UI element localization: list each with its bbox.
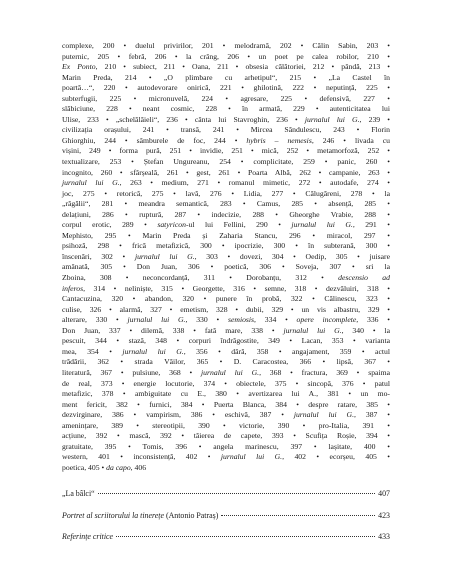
index-line: culise, 326 • alarmă, 327 • emetism, 328 • dubii, 329 • un vis albastru, 329 • xyxy=(62,304,390,314)
index-line: psihoză, 298 • frică metafizică, 300 • ipocrizie, 300 • în subteranã, 300 • xyxy=(62,241,390,251)
italic-term: da capo xyxy=(106,462,131,472)
italic-term: jurnalul lui G. xyxy=(134,251,195,261)
index-line: pescuit, 344 • stază, 348 • corpuri îndrăgostite, 349 • Lacan, 353 • varianta xyxy=(62,336,390,346)
index-line: Marin Preda, 214 • „O plimbare cu arhetipul“, 215 • „La Castel în xyxy=(62,72,390,82)
index-line: Zboina, 308 • neconcordanță, 311 • Dorobanțu, 312 • descensio ad xyxy=(62,273,390,283)
italic-term: hybris – nemesis xyxy=(246,135,312,145)
index-line: „răgălii“, 281 • meandra semantică, 283 • Camus, 285 • absență, 285 • xyxy=(62,199,390,209)
index-line: vișini, 249 • forma pură, 251 • invidie, 251 • mică, 252 • metamorfoză, 252 • xyxy=(62,146,390,156)
italic-term: jurnalul lui G. xyxy=(122,346,184,356)
italic-term: jurnalul lui G. xyxy=(220,452,283,462)
index-line: Cantacuzina, 320 • abandon, 320 • punere în probă, 322 • Călinescu, 323 • xyxy=(62,294,390,304)
index-line: metafizic, 378 • ambiguitate cu E., 380 • avertizarea lui A., 381 • un mo- xyxy=(62,389,390,399)
italic-term: jurnalul lui G. xyxy=(304,114,360,124)
italic-term: jurnalul lui G. xyxy=(293,410,355,420)
italic-term: Referințe critice xyxy=(62,532,114,542)
italic-term: jurnalul lui G. xyxy=(291,220,353,230)
italic-term: opere incomplete xyxy=(296,315,357,325)
italic-term: jurnalul lui G. xyxy=(127,315,186,325)
toc-entry[interactable] xyxy=(62,489,390,498)
index-line: incognito, 260 • sfârșeală, 261 • gest, 261 • Poarta Albă, 262 • campanie, 263 • xyxy=(62,167,390,177)
index-line: alterare, 330 • jurnalul lui G., 330 • semiosis, 334 • opere incomplete, 336 • xyxy=(62,315,390,325)
toc-entry-title xyxy=(62,532,113,541)
italic-term: jurnalul lui G. xyxy=(62,178,120,188)
italic-term: Portret al scriitorului la tinerețe xyxy=(62,510,164,520)
toc-leader-dots xyxy=(98,493,376,494)
index-line: dezvirginare, 386 • vampirism, 386 • eschivă, 387 • jurnalul lui G., 387 • xyxy=(62,410,390,420)
index-line: subterfugii, 225 • micronuvelă, 224 • agresare, 225 • defensivă, 227 • xyxy=(62,93,390,103)
italic-term: semiosis xyxy=(227,315,255,325)
index-line: Mephisto, 295 • Marin Preda și Zaharia Stancu, 296 • miracol, 297 • xyxy=(62,230,390,240)
italic-term: jurnalul lui G. xyxy=(283,325,342,335)
index-line: Ex Ponto, 210 • subiect, 211 • Oana, 211 • obsesia călătoriei, 212 • pândă, 213 • xyxy=(62,62,390,72)
index-line: puternic, 205 • febră, 206 • la crâng, 206 • un poet pe calea robilor, 210 • xyxy=(62,51,390,61)
index-line: civilizația orașului, 241 • transă, 241 • Mircea Săndulescu, 243 • Florin xyxy=(62,125,390,135)
toc-entry[interactable] xyxy=(62,532,390,541)
index-line: complexe, 200 • duelul privirilor, 201 • melodramă, 202 • Călin Sabin, 203 • xyxy=(62,41,390,50)
index-line: trădării, 362 • strada Văilor, 365 • D. Caracostea, 366 • lipsă, 367 • xyxy=(62,357,390,367)
index-paragraph xyxy=(62,41,390,473)
toc-entry-title: „La bâlci“ xyxy=(62,489,95,499)
thematic-index-paragraph xyxy=(62,41,390,473)
toc-entry-page-number: 433 xyxy=(378,532,390,542)
index-line: Ulise, 233 • „schelălăieli“, 236 • cânta lui Stavroghin, 236 • jurnalul lui G., 239 • xyxy=(62,114,390,124)
index-line: Don Juan, 337 • dilemă, 338 • fată mare, 338 • jurnalul lui G., 340 • la xyxy=(62,325,390,335)
index-line: jurnalul lui G., 263 • medium, 271 • romanul mimetic, 272 • autodafe, 274 • xyxy=(62,178,390,188)
index-line: Ghiorghiu, 244 • sâmburele de foc, 244 • hybris – nemesis, 246 • livada cu xyxy=(62,135,390,145)
index-line: mea, 354 • jurnalul lui G., 356 • dâră, 358 • angajament, 359 • actul xyxy=(62,346,390,356)
index-line: joc, 275 • retorică, 275 • lavă, 276 • Lidia, 277 • Călugăreni, 278 • la xyxy=(62,188,390,198)
index-line: poetica, 405 • da capo, 406 xyxy=(62,462,147,472)
italic-term: jurnalul lui G. xyxy=(201,367,260,377)
index-line: amânată, 305 • Don Juan, 306 • poetică, 306 • Soveja, 307 • sri la xyxy=(62,262,390,272)
toc-entry-page-number: 423 xyxy=(378,510,390,520)
index-line: amenințare, 389 • stereotipii, 390 • victorie, 390 • pro-Italia, 391 • xyxy=(62,420,390,430)
index-line: literatură, 367 • pulsiune, 368 • jurnalul lui G., 368 • fractura, 369 • spaima xyxy=(62,367,390,377)
index-line: corpul erotic, 289 • satyricon-ul lui Fellini, 290 • jurnalul lui G., 291 • xyxy=(62,220,390,230)
index-line: poartă…“, 220 • autodevorare onirică, 221 • ghilotină, 222 • neputință, 225 • xyxy=(62,83,390,93)
index-line: inferos, 314 • neliniște, 315 • Georgette, 316 • semne, 318 • dezvăluiri, 318 • xyxy=(62,283,390,293)
index-line: slăbiciune, 228 • neant cosmic, 228 • în armată, 229 • autenticitatea lui xyxy=(62,104,390,114)
italic-term: inferos xyxy=(62,283,84,293)
index-line: ment fericit, 382 • furnici, 384 • Puerta Blanca, 384 • despre ratare, 385 • xyxy=(62,399,390,409)
index-line: acțiune, 392 • mască, 392 • tăierea de capete, 393 • Scufița Roșie, 394 • xyxy=(62,431,390,441)
index-line: textualizare, 253 • Ștefan Ungureanu, 254 • complicitate, 259 • panic, 260 • xyxy=(62,157,390,167)
index-line: de real, 373 • energie locutorie, 374 • obiectele, 375 • sincopă, 376 • patul xyxy=(62,378,390,388)
toc-leader-dots xyxy=(221,515,375,516)
toc-entry[interactable] xyxy=(62,511,390,520)
italic-term: descensio ad xyxy=(338,273,390,283)
index-line: gratuitate, 395 • Tomis, 396 • angela marinescu, 397 • lașitate, 400 • xyxy=(62,441,390,451)
italic-term: satyricon xyxy=(157,220,186,230)
toc-entry-title: Portret al scriitorului la tinerețe (Antonio Patraș) xyxy=(62,510,219,520)
index-line: delațiuni, 286 • ruptură, 287 • indecizie, 288 • Gheorghe Vrabie, 288 • xyxy=(62,209,390,219)
table-of-contents xyxy=(62,489,390,541)
index-line: înscenări, 302 • jurnalul lui G., 303 • dovezi, 304 • Oedip, 305 • juisare xyxy=(62,251,390,261)
italic-term: Ex Ponto xyxy=(62,62,96,72)
toc-entry-page-number: 407 xyxy=(378,489,390,499)
toc-leader-dots xyxy=(116,536,375,537)
index-line: western, 401 • inconsistență, 402 • jurnalul lui G., 402 • ecorșeu, 405 • xyxy=(62,452,390,462)
